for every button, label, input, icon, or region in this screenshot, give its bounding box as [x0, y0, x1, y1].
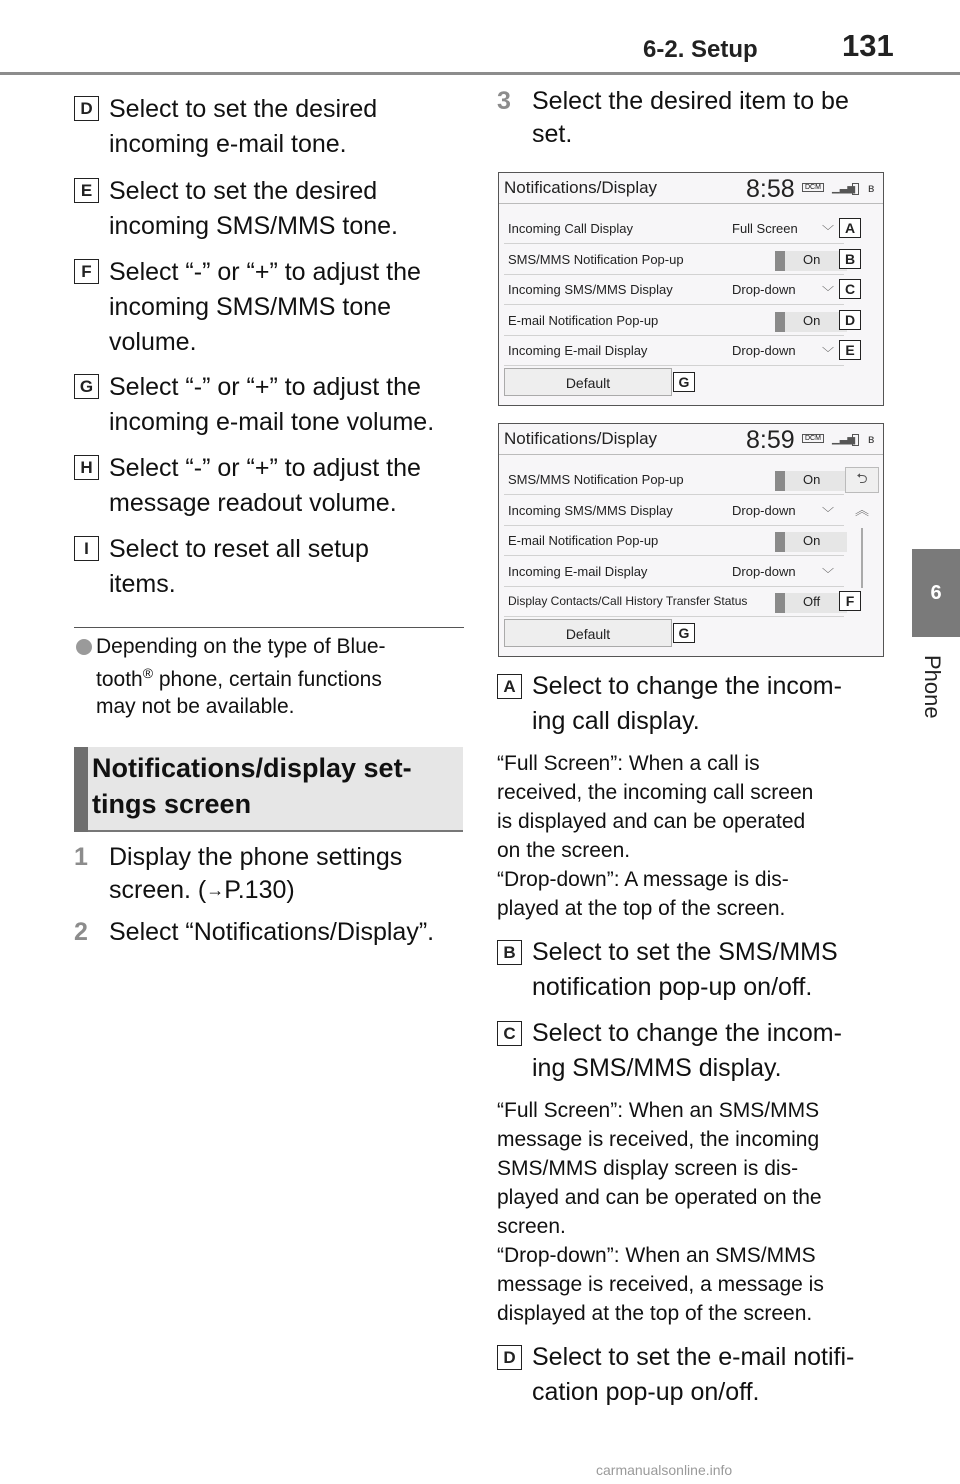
clock: 8:58	[746, 175, 795, 203]
chapter-tab-number: 6	[912, 549, 960, 637]
chapter-tab-label: Phone	[920, 655, 945, 719]
list-item	[109, 255, 421, 360]
setting-label: Incoming Call Display	[508, 221, 633, 236]
item-line: incoming SMS/MMS tone	[109, 293, 392, 321]
letter-box: B	[497, 940, 522, 965]
default-button[interactable]	[504, 619, 672, 647]
desc-line: “Full Screen”: When a call is	[497, 752, 760, 775]
back-icon[interactable]: ⮌	[845, 467, 879, 493]
list-item	[532, 935, 838, 1005]
callout-g: G	[673, 623, 695, 643]
step-number: 1	[74, 843, 88, 871]
setting-row-incoming-call-display[interactable]	[504, 214, 844, 244]
setting-label: SMS/MMS Notification Pop-up	[508, 472, 684, 487]
setting-value: Drop-down	[732, 282, 796, 297]
description-text	[497, 1096, 824, 1328]
letter-box: D	[74, 96, 99, 121]
letter-box: E	[74, 178, 99, 203]
item-line: Select to change the incom-	[532, 1019, 842, 1047]
item-line: incoming e-mail tone volume.	[109, 408, 435, 436]
toggle-indicator	[775, 471, 785, 491]
setting-value: Drop-down	[732, 343, 796, 358]
callout-c: C	[839, 279, 861, 299]
letter-box: I	[74, 536, 99, 561]
setting-row-email-popup[interactable]	[504, 306, 844, 336]
setting-value: On	[803, 533, 821, 548]
letter-box: A	[497, 674, 522, 699]
note-line: Depending on the type of Blue-	[96, 635, 386, 658]
note-line	[96, 660, 461, 693]
section-heading: 6-2. Setup	[643, 36, 758, 63]
notifications-screen-1	[498, 172, 884, 406]
scrollbar[interactable]	[861, 528, 863, 588]
toggle-indicator	[775, 593, 785, 613]
default-button[interactable]	[504, 368, 672, 396]
chevron-down-icon: ﹀	[822, 224, 835, 238]
step-fragment: screen. (	[109, 876, 207, 904]
description-text	[497, 749, 813, 923]
list-item	[109, 532, 369, 602]
letter-box: C	[497, 1021, 522, 1046]
desc-line: is displayed and can be operated	[497, 810, 806, 833]
callout-b: B	[839, 249, 861, 269]
screen-title: Notifications/Display	[504, 429, 658, 448]
note-divider	[74, 627, 464, 628]
list-item	[532, 1340, 854, 1410]
chevron-down-icon: ﹀	[822, 285, 835, 299]
item-line: incoming e-mail tone.	[109, 130, 347, 158]
setting-value: Drop-down	[732, 503, 796, 518]
callout-e: E	[839, 340, 861, 360]
status-icons	[802, 183, 878, 197]
setting-label: E-mail Notification Pop-up	[508, 533, 659, 548]
default-button-label: Default	[565, 626, 611, 642]
desc-line: “Full Screen”: When an SMS/MMS	[497, 1099, 820, 1122]
desc-line: message is received, a message is	[497, 1273, 824, 1296]
list-item	[532, 669, 842, 739]
note-fragment: tooth	[96, 668, 143, 691]
item-line: volume.	[109, 328, 197, 356]
step-line: Select the desired item to be	[532, 87, 849, 115]
dcm-badge-icon: DCM	[802, 434, 824, 443]
item-line: message readout volume.	[109, 489, 397, 517]
list-item	[532, 1016, 842, 1086]
section-title	[92, 750, 457, 822]
page-number: 131	[842, 28, 894, 63]
arrow-right-icon: →	[206, 880, 225, 900]
dcm-badge-icon: DCM	[802, 183, 824, 192]
step-text	[109, 841, 402, 907]
note-fragment: phone, certain functions	[153, 668, 382, 691]
signal-icon: ▁▃▅	[832, 434, 856, 445]
desc-line: “Drop-down”: When an SMS/MMS	[497, 1244, 816, 1267]
step-line: Display the phone settings	[109, 843, 403, 871]
section-title-line: Notifications/display set-	[92, 753, 412, 783]
section-heading-accent	[74, 747, 88, 832]
list-item	[109, 451, 421, 521]
setting-value: On	[803, 252, 821, 267]
setting-row-transfer-status[interactable]	[504, 587, 844, 617]
desc-line: played at the top of the screen.	[497, 897, 786, 920]
screen-title: Notifications/Display	[504, 178, 658, 197]
step-line	[109, 874, 402, 907]
setting-row-sms-popup[interactable]	[504, 465, 844, 495]
callout-d: D	[839, 310, 861, 330]
letter-box: F	[74, 259, 99, 284]
toggle-indicator	[775, 532, 785, 552]
battery-icon	[852, 434, 859, 446]
item-line: Select to change the incom-	[532, 672, 842, 700]
setting-label: Display Contacts/Call History Transfer Status	[508, 594, 748, 608]
setting-row-incoming-sms-display[interactable]	[504, 275, 844, 305]
screen-divider	[499, 203, 884, 204]
signal-icon: ▁▃▅	[832, 183, 856, 194]
toggle-indicator	[775, 312, 785, 332]
toggle-indicator	[775, 251, 785, 271]
bluetooth-icon: ʙ	[868, 181, 875, 195]
setting-label: E-mail Notification Pop-up	[508, 313, 659, 328]
setting-label: Incoming E-mail Display	[508, 343, 648, 358]
notifications-screen-2	[498, 423, 884, 657]
setting-row-incoming-sms-display[interactable]	[504, 496, 844, 526]
step-line: set.	[532, 120, 573, 148]
item-line: Select to set the SMS/MMS	[532, 938, 838, 966]
desc-line: SMS/MMS display screen is dis-	[497, 1157, 799, 1180]
list-item	[109, 174, 398, 244]
list-item	[109, 370, 434, 440]
desc-line: on the screen.	[497, 839, 631, 862]
screen-divider	[499, 454, 884, 455]
step-text	[109, 916, 434, 949]
letter-box: H	[74, 455, 99, 480]
item-line: incoming SMS/MMS tone.	[109, 212, 398, 240]
step-text	[532, 85, 849, 151]
status-icons	[802, 434, 878, 448]
setting-label: Incoming E-mail Display	[508, 564, 648, 579]
item-line: Select “-” or “+” to adjust the	[109, 373, 421, 401]
item-line: Select “-” or “+” to adjust the	[109, 454, 421, 482]
item-line: cation pop-up on/off.	[532, 1378, 760, 1406]
battery-icon	[852, 183, 859, 195]
chevron-down-icon: ﹀	[822, 346, 835, 360]
step-line: Select “Notifications/Display”.	[109, 918, 435, 946]
desc-line: message is received, the incoming	[497, 1128, 820, 1151]
chevron-down-icon: ﹀	[822, 567, 835, 581]
setting-label: Incoming SMS/MMS Display	[508, 282, 673, 297]
setting-row-incoming-email-display[interactable]	[504, 336, 844, 366]
callout-g: G	[673, 372, 695, 392]
page-reference-link[interactable]: P.130)	[224, 876, 295, 904]
setting-value: Drop-down	[732, 564, 796, 579]
header-rule	[0, 72, 960, 75]
item-line: ing call display.	[532, 707, 700, 735]
setting-value: On	[803, 313, 821, 328]
clock: 8:59	[746, 426, 795, 454]
setting-value: Off	[803, 594, 821, 609]
item-line: items.	[109, 570, 176, 598]
desc-line: displayed at the top of the screen.	[497, 1302, 813, 1325]
setting-value: Full Screen	[732, 221, 798, 236]
setting-row-email-popup[interactable]	[504, 526, 844, 556]
item-line: Select to reset all setup	[109, 535, 369, 563]
desc-line: screen.	[497, 1215, 566, 1238]
letter-box: G	[74, 374, 99, 399]
item-line: ing SMS/MMS display.	[532, 1054, 782, 1082]
item-line: Select “-” or “+” to adjust the	[109, 258, 421, 286]
registered-mark: ®	[142, 665, 154, 681]
setting-row-sms-popup[interactable]	[504, 245, 844, 275]
item-line: notification pop-up on/off.	[532, 973, 813, 1001]
callout-a: A	[839, 218, 861, 238]
step-number: 3	[497, 87, 511, 115]
item-line: Select to set the e-mail notifi-	[532, 1343, 855, 1371]
setting-value: On	[803, 472, 821, 487]
bluetooth-icon: ʙ	[868, 432, 875, 446]
chevron-down-icon: ﹀	[822, 506, 835, 520]
watermark-text: carmanualsonline.info	[596, 1462, 733, 1478]
scroll-up-icon[interactable]: ︽	[855, 502, 869, 518]
desc-line: received, the incoming call screen	[497, 781, 814, 804]
note-line: may not be available.	[96, 695, 295, 718]
setting-label: Incoming SMS/MMS Display	[508, 503, 673, 518]
step-number: 2	[74, 918, 88, 946]
setting-row-incoming-email-display[interactable]	[504, 557, 844, 587]
desc-line: played and can be operated on the	[497, 1186, 822, 1209]
bullet-icon	[76, 639, 92, 655]
default-button-label: Default	[565, 375, 611, 391]
callout-f: F	[839, 591, 861, 611]
setting-label: SMS/MMS Notification Pop-up	[508, 252, 684, 267]
list-item	[109, 92, 377, 162]
item-line: Select to set the desired	[109, 177, 378, 205]
section-title-line: tings screen	[92, 789, 252, 819]
item-line: Select to set the desired	[109, 95, 378, 123]
letter-box: D	[497, 1345, 522, 1370]
note-text	[96, 633, 461, 720]
desc-line: “Drop-down”: A message is dis-	[497, 868, 789, 891]
